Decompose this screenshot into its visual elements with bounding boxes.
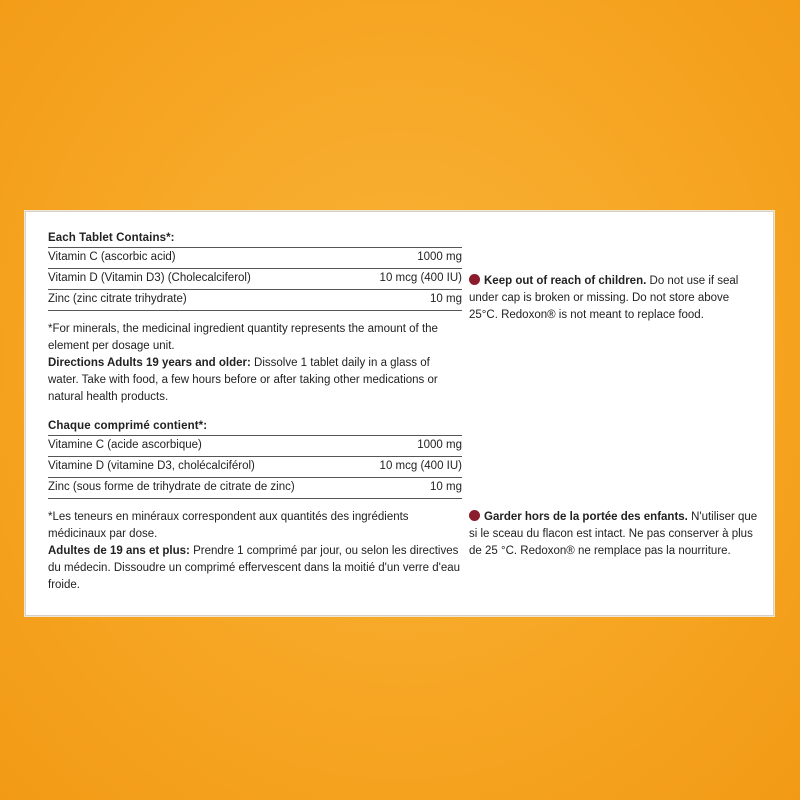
ingredient-amount: 1000 mg xyxy=(358,436,462,457)
fr-heading: Chaque comprimé contient*: xyxy=(48,420,208,432)
table-row xyxy=(48,248,462,269)
ingredient-amount: 10 mg xyxy=(342,290,462,311)
en-footnote: *For minerals, the medicinal ingredient quantity represents the amount of the element per dosage unit. xyxy=(48,323,438,352)
ingredient-name: Vitamin D (Vitamin D3) (Cholecalciferol) xyxy=(48,269,342,290)
ingredient-amount: 10 mg xyxy=(358,478,462,499)
fr-warning-label: Garder hors de la portée des enfants. xyxy=(484,511,688,523)
fr-directions-text: Prendre 1 comprimé par jour, ou selon les directives du médecin. Dissoudre un comprimé effervescent dans la moitié d'un verre d'eau froide. xyxy=(48,545,461,591)
bullet-icon xyxy=(469,274,480,285)
fr-warning-text: N'utiliser que si le sceau du flacon est intact. Ne pas conserver à plus de 25 °C. Redoxon® ne remplace pas la nourriture. xyxy=(469,511,758,557)
en-warning-label: Keep out of reach of children. xyxy=(484,275,647,287)
fr-ingredient-table xyxy=(48,435,462,499)
en-warning xyxy=(469,273,759,324)
fr-warning xyxy=(469,509,759,560)
fr-directions xyxy=(48,543,462,594)
ingredient-amount: 10 mcg (400 IU) xyxy=(358,457,462,478)
ingredient-name: Zinc (zinc citrate trihydrate) xyxy=(48,290,342,311)
french-section xyxy=(48,420,462,594)
label-panel xyxy=(25,211,774,616)
ingredient-amount: 10 mcg (400 IU) xyxy=(342,269,462,290)
ingredient-name: Vitamine D (vitamine D3, cholécalciférol) xyxy=(48,457,358,478)
en-directions-text: Dissolve 1 tablet daily in a glass of water. Take with food, a few hours before or after taking other medications or natural health products. xyxy=(48,357,438,403)
table-row xyxy=(48,457,462,478)
en-directions xyxy=(48,355,462,406)
ingredient-name: Vitamin C (ascorbic acid) xyxy=(48,248,342,269)
bullet-icon xyxy=(469,510,480,521)
en-heading: Each Tablet Contains*: xyxy=(48,232,175,244)
ingredient-name: Vitamine C (acide ascorbique) xyxy=(48,436,358,457)
table-row xyxy=(48,290,462,311)
ingredient-amount: 1000 mg xyxy=(342,248,462,269)
table-row xyxy=(48,436,462,457)
table-row xyxy=(48,269,462,290)
fr-footnote: *Les teneurs en minéraux correspondent aux quantités des ingrédients médicinaux par dose. xyxy=(48,511,409,540)
table-row xyxy=(48,478,462,499)
fr-directions-label: Adultes de 19 ans et plus: xyxy=(48,545,190,557)
ingredient-name: Zinc (sous forme de trihydrate de citrate de zinc) xyxy=(48,478,358,499)
en-directions-label: Directions Adults 19 years and older: xyxy=(48,357,251,369)
en-ingredient-table xyxy=(48,247,462,311)
english-section xyxy=(48,232,462,406)
en-warning-text: Do not use if seal under cap is broken or missing. Do not store above 25°C. Redoxon® is not meant to replace food. xyxy=(469,275,739,321)
